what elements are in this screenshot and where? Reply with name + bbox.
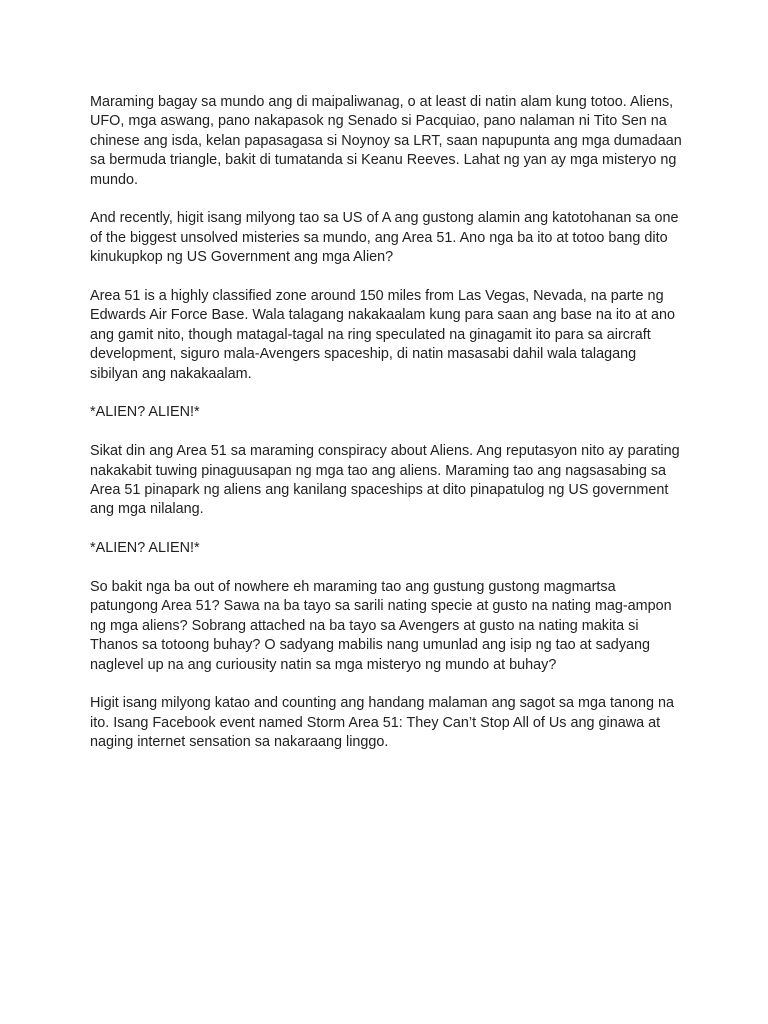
paragraph-4-exclamation: *ALIEN? ALIEN!*	[90, 404, 200, 421]
paragraph-2: And recently, higit isang milyong tao sa US of A ang gustong alamin ang katotohanan sa one of the biggest unsolved misteries sa mundo, ang Area 51. Ano nga ba ito at totoo bang dito kinukupkop ng US Government ang mga Alien?	[90, 210, 679, 266]
paragraph-3: Area 51 is a highly classified zone around 150 miles from Las Vegas, Nevada, na parte ng Edwards Air Force Base. Wala talagang nakakaalam kung para saan ang base na ito at ano ang gamit nito, though matagal-tagal na ring speculated na ginagamit ito para sa aircraft development, siguro mala-Avengers spaceship, di natin masasabi dahil wala talagang sibilyan ang nakakaalam.	[90, 288, 676, 382]
paragraph-1: Maraming bagay sa mundo ang di maipaliwanag, o at least di natin alam kung totoo. Aliens, UFO, mga aswang, pano nakapasok ng Senado si Pacquiao, pano nalaman ni Tito Sen na chinese ang isda, kelan papasagasa si Noynoy sa LRT, saan napupunta ang mga dumadaan sa bermuda triangle, bakit di tumatanda si Keanu Reeves. Lahat ng yan ay mga misteryo ng mundo.	[90, 94, 682, 188]
paragraph-5: Sikat din ang Area 51 sa maraming conspiracy about Aliens. Ang reputasyon nito ay parating nakakabit tuwing pinaguusapan ng mga tao ang aliens. Maraming tao ang nagsasabing sa Area 51 pinapark ng aliens ang kanilang spaceships at dito pinapatulog ng US government ang mga nilalang.	[90, 443, 680, 518]
document-body	[90, 93, 682, 772]
paragraph-6-exclamation: *ALIEN? ALIEN!*	[90, 540, 200, 557]
paragraph-7: So bakit nga ba out of nowhere eh maraming tao ang gustung gustong magmartsa patungong Area 51? Sawa na ba tayo sa sarili nating specie at gusto na nating mag-ampon ng mga aliens? Sobrang attached na ba tayo sa Avengers at gusto na nating makita si Thanos sa totoong buhay? O sadyang mabilis nang umunlad ang isip ng tao at sadyang naglevel up na ang curiousity natin sa mga misteryo ng mundo at buhay?	[90, 579, 672, 673]
paragraph-8: Higit isang milyong katao and counting ang handang malaman ang sagot sa mga tanong na ito. Isang Facebook event named Storm Area 51: They Can’t Stop All of Us ang ginawa at naging internet sensation sa nakaraang linggo.	[90, 695, 675, 751]
